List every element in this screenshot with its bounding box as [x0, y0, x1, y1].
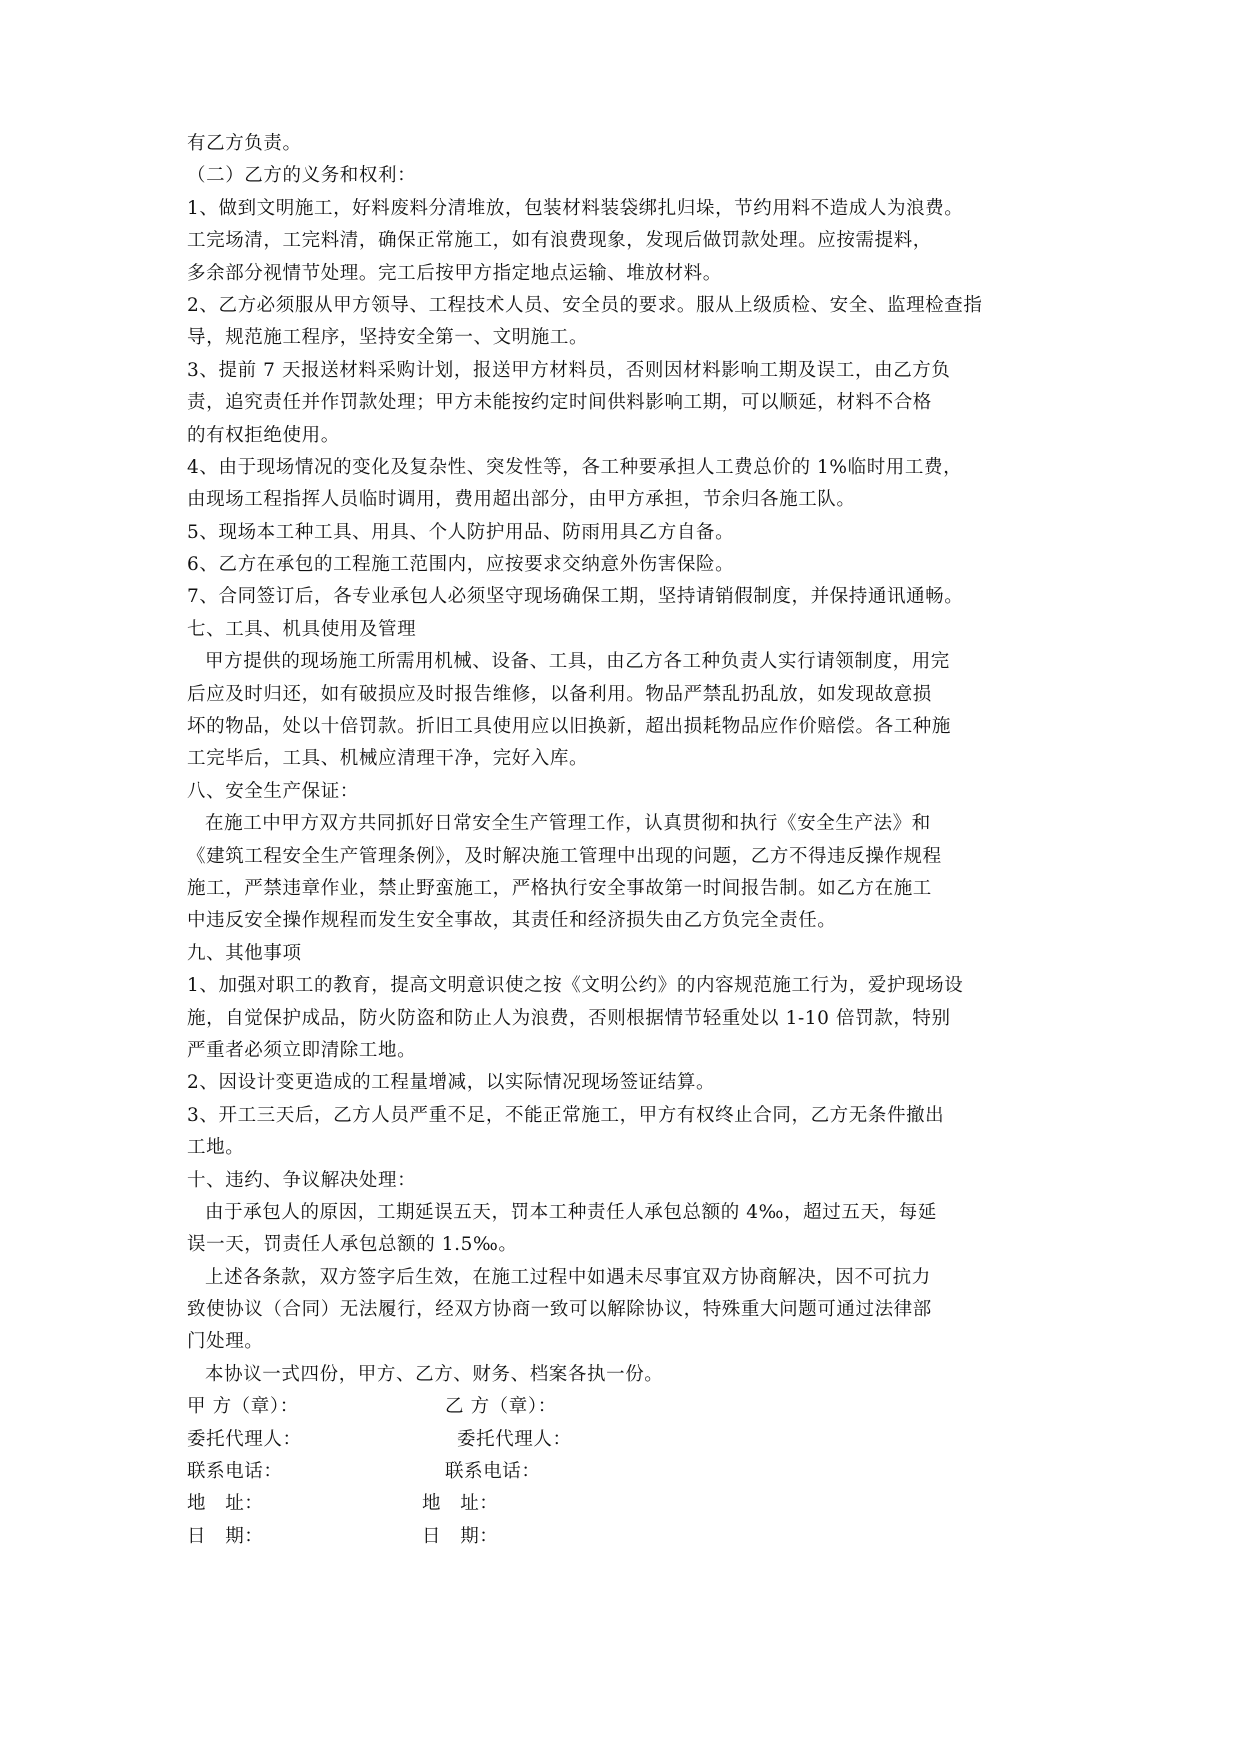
text-line: 工地。 [187, 1137, 245, 1159]
text-line: 后应及时归还，如有破损应及时报告维修，以备利用。物品严禁乱扔乱放，如发现故意损 [187, 683, 932, 705]
signature-block [187, 1391, 1067, 1553]
text-line: 3、提前 7 天报送材料采购计划，报送甲方材料员，否则因材料影响工期及误工，由乙方负 [187, 359, 951, 381]
signature-row-party [187, 1391, 1067, 1423]
text-line: 的有权拒绝使用。 [187, 424, 340, 446]
text-line: 工完毕后，工具、机械应清理干净，完好入库。 [187, 748, 589, 770]
text-line: 1、做到文明施工，好料废料分清堆放，包装材料装袋绑扎归垛，节约用料不造成人为浪费。 [187, 197, 964, 219]
text-line: 严重者必须立即清除工地。 [187, 1039, 417, 1061]
text-line: （二）乙方的义务和权利： [187, 165, 417, 187]
text-line: 工完场清，工完料清，确保正常施工，如有浪费现象，发现后做罚款处理。应按需提料， [187, 230, 932, 252]
date-a-label: 日 期： [187, 1525, 264, 1547]
text-line: 本协议一式四份，甲方、乙方、财务、档案各执一份。 [205, 1363, 664, 1385]
text-line: 由现场工程指挥人员临时调用，费用超出部分，由甲方承担，节余归各施工队。 [187, 489, 856, 511]
text-line: 误一天，罚责任人承包总额的 1.5‰。 [187, 1234, 518, 1256]
text-line: 1、加强对职工的教育，提高文明意识使之按《文明公约》的内容规范施工行为，爱护现场设 [187, 975, 964, 997]
text-line: 3、开工三天后，乙方人员严重不足，不能正常施工，甲方有权终止合同，乙方无条件撤出 [187, 1104, 945, 1126]
party-b-label: 乙 方（章）： [445, 1396, 557, 1418]
address-b-label: 地 址： [422, 1493, 499, 1515]
signature-row-agent [187, 1424, 1067, 1456]
text-line: 门处理。 [187, 1331, 264, 1353]
text-line: 九、其他事项 [187, 942, 302, 964]
text-line: 7、合同签订后，各专业承包人必须坚守现场确保工期，坚持请销假制度，并保持通讯通畅。 [187, 586, 964, 608]
document-body [187, 128, 1067, 1391]
text-line: 致使协议（合同）无法履行，经双方协商一致可以解除协议，特殊重大问题可通过法律部 [187, 1299, 932, 1321]
phone-b-label: 联系电话： [445, 1461, 541, 1483]
text-line: 《建筑工程安全生产管理条例》，及时解决施工管理中出现的问题，乙方不得违反操作规程 [187, 845, 942, 867]
text-line: 十、违约、争议解决处理： [187, 1169, 417, 1191]
text-line: 八、安全生产保证： [187, 780, 359, 802]
text-line: 2、因设计变更造成的工程量增减，以实际情况现场签证结算。 [187, 1072, 716, 1094]
text-line: 导，规范施工程序，坚持安全第一、文明施工。 [187, 327, 589, 349]
text-line: 多余部分视情节处理。完工后按甲方指定地点运输、堆放材料。 [187, 262, 722, 284]
text-line: 2、乙方必须服从甲方领导、工程技术人员、安全员的要求。服从上级质检、安全、监理检查指 [187, 294, 983, 316]
text-line: 在施工中甲方双方共同抓好日常安全生产管理工作，认真贯彻和执行《安全生产法》和 [205, 813, 931, 835]
agent-a-label: 委托代理人： [187, 1428, 302, 1450]
text-line: 由于承包人的原因，工期延误五天，罚本工种责任人承包总额的 4‰，超过五天，每延 [205, 1201, 937, 1223]
phone-a-label: 联系电话： [187, 1461, 283, 1483]
text-line: 坏的物品，处以十倍罚款。折旧工具使用应以旧换新，超出损耗物品应作价赔偿。各工种施 [187, 716, 952, 738]
signature-row-phone [187, 1456, 1067, 1488]
text-line: 责，追究责任并作罚款处理；甲方未能按约定时间供料影响工期，可以顺延，材料不合格 [187, 392, 932, 414]
text-line: 有乙方负责。 [187, 133, 302, 154]
text-line: 上述各条款，双方签字后生效，在施工过程中如遇未尽事宜双方协商解决，因不可抗力 [205, 1266, 931, 1288]
text-line: 6、乙方在承包的工程施工范围内，应按要求交纳意外伤害保险。 [187, 554, 735, 576]
address-a-label: 地 址： [187, 1493, 264, 1515]
document-page [187, 128, 1067, 1553]
party-a-label: 甲 方（章）： [187, 1396, 299, 1418]
text-line: 甲方提供的现场施工所需用机械、设备、工具，由乙方各工种负责人实行请领制度，用完 [205, 651, 950, 673]
text-line: 七、工具、机具使用及管理 [187, 618, 417, 640]
date-b-label: 日 期： [422, 1525, 499, 1547]
text-line: 施工，严禁违章作业，禁止野蛮施工，严格执行安全事故第一时间报告制。如乙方在施工 [187, 877, 932, 899]
signature-row-address [187, 1488, 1067, 1520]
text-line: 5、现场本工种工具、用具、个人防护用品、防雨用具乙方自备。 [187, 521, 735, 543]
agent-b-label: 委托代理人： [457, 1428, 572, 1450]
text-line: 中违反安全操作规程而发生安全事故，其责任和经济损失由乙方负完全责任。 [187, 910, 837, 932]
text-line: 施，自觉保护成品，防火防盗和防止人为浪费，否则根据情节轻重处以 1-10 倍罚款，特别 [187, 1007, 951, 1029]
text-line: 4、由于现场情况的变化及复杂性、突发性等，各工种要承担人工费总价的 1%临时用工费， [187, 456, 963, 478]
signature-row-date [187, 1521, 1067, 1553]
